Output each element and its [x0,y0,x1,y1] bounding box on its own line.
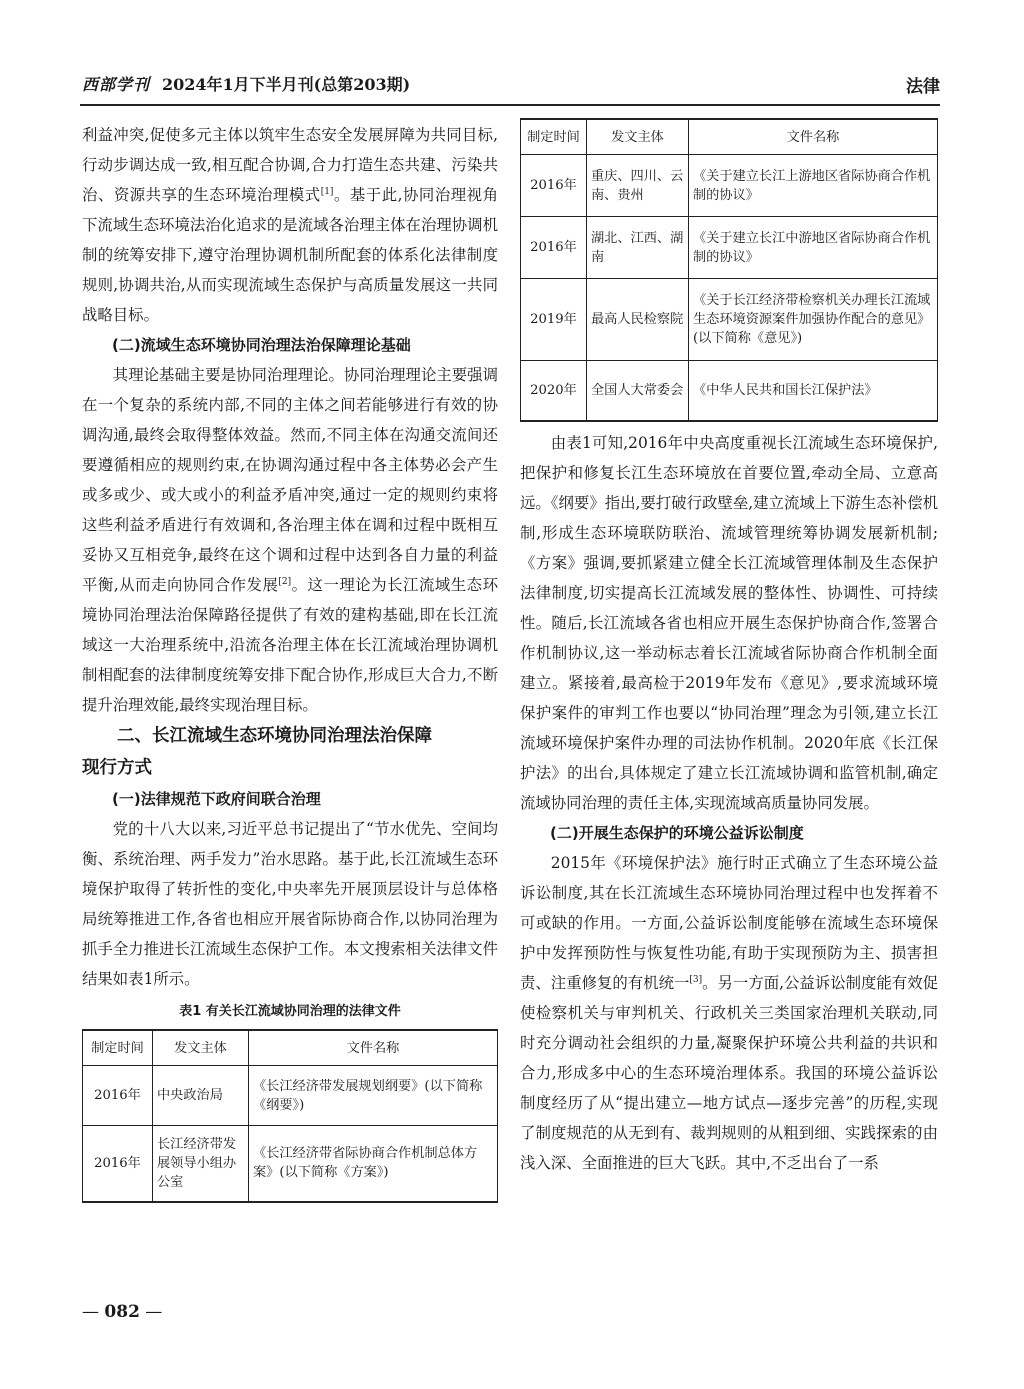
cell-document: 《关于建立长江上游地区省际协商合作机制的协议》 [689,155,938,217]
column-header: 制定时间 [83,1030,153,1066]
table-header-row [83,1030,498,1066]
header-rule [80,104,940,106]
section-label: 法律 [906,77,940,97]
cell-issuer: 湖北、江西、湖南 [587,217,689,279]
table-row [521,155,938,217]
right-column [520,118,938,1178]
table-row [83,1066,498,1126]
page-footer: — 082 — [82,1302,163,1322]
table-caption: 表1 有关长江流域协同治理的法律文件 [179,1004,401,1019]
cell-document: 《长江经济带省际协商合作机制总体方案》(以下简称《方案》) [249,1126,498,1202]
column-header: 制定时间 [521,119,587,155]
paragraph: 由表1可知,2016年中央高度重视长江流域生态环境保护,把保护和修复长江生态环境放在首要位置,牵动全局、立意高远。《纲要》指出,要打破行政壁垒,建立流域上下游生态补偿机制,形成生态环境联防联治、流域管理统筹协调发展新机制;《方案》强调,要抓紧建立健全长江流域管理体制及生态保护法律制度,切实提高长江流域发展的整体性、协调性、可持续性。随后,长江流域各省也相应开展生态保护协商合作,签署合作机制协议,这一举动标志着长江流域省际协商合作机制全面建立。紧接着,最高检于2019年发布《意见》,要求流域环境保护案件的审判工作也要以“协同治理”理念为引领,建立长江流域环境保护案件办理的司法协作机制。2020年底《长江保护法》的出台,具体规定了建立长江流域协调和监管机制,确定流域协同治理的责任主体,实现流域高质量协同发展。 [520,433,938,812]
table-header-row [521,119,938,155]
legal-documents-table-part2 [520,118,938,422]
paragraph: 党的十八大以来,习近平总书记提出了“节水优先、空间均衡、系统治理、两手发力”治水思路。基于此,长江流域生态环境保护取得了转折性的变化,中央率先开展顶层设计与总体格局统筹推进工作,各省也相应开展省际协商合作,以协同治理为抓手全力推进长江流域生态保护工作。本文搜索相关法律文件结果如表1所示。 [82,820,498,988]
cell-document: 《中华人民共和国长江保护法》 [689,361,938,421]
legal-documents-table-part1 [82,1029,498,1203]
paragraph: 2015年《环境保护法》施行时正式确立了生态环境公益诉讼制度,其在长江流域生态环境协同治理过程中也发挥着不可或缺的作用。一方面,公益诉讼制度能够在流域生态环境保护中发挥预防性与恢复性功能,有助于实现预防为主、损害担责、注重修复的有机统一[3]。另一方面,公益诉讼制度能有效促使检察机关与审判机关、行政机关三类国家治理机关联动,同时充分调动社会组织的力量,凝聚保护环境公共利益的共识和合力,形成多中心的生态环境治理体系。我国的环境公益诉讼制度经历了从“提出建立—地方试点—逐步完善”的历程,实现了制度规范的从无到有、裁判规则的从粗到细、实践探索的由浅入深、全面推进的巨大飞跃。其中,不乏出台了一系 [520,853,938,1172]
cell-issuer: 中央政治局 [153,1066,249,1126]
cell-date: 2016年 [521,217,587,279]
subsection-heading: (一)法律规范下政府间联合治理 [112,790,321,808]
citation[interactable]: [2] [278,576,292,587]
journal-logo: 西部学刊 [82,75,151,94]
section-heading: 二、长江流域生态环境协同治理法治保障 [117,726,432,746]
citation[interactable]: [1] [320,186,334,197]
table-row [521,361,938,421]
cell-date: 2016年 [521,155,587,217]
cell-issuer: 全国人大常委会 [587,361,689,421]
cell-date: 2019年 [521,279,587,361]
section-heading-continued: 现行方式 [82,758,152,778]
cell-date: 2020年 [521,361,587,421]
cell-issuer: 重庆、四川、云南、贵州 [587,155,689,217]
column-header: 文件名称 [249,1030,498,1066]
cell-issuer: 长江经济带发展领导小组办公室 [153,1126,249,1202]
cell-issuer: 最高人民检察院 [587,279,689,361]
page-number: 082 [104,1302,140,1322]
running-header [82,72,940,98]
cell-date: 2016年 [83,1126,153,1202]
paragraph: 利益冲突,促使多元主体以筑牢生态安全发展屏障为共同目标,行动步调达成一致,相互配合协调,合力打造生态共建、污染共治、资源共享的生态环境治理模式[1]。基于此,协同治理视角下流域生态环境法治化追求的是流域各治理主体在治理协调机制的统筹安排下,遵守治理协调机制所配套的体系化法律制度规则,协调共治,从而实现流域生态保护与高质量发展这一共同战略目标。 [82,126,498,324]
column-header: 文件名称 [689,119,938,155]
issue-info: 2024年1月下半月刊(总第203期) [162,75,411,94]
cell-date: 2016年 [83,1066,153,1126]
table-row [521,217,938,279]
column-header: 发文主体 [153,1030,249,1066]
subsection-heading: (二)流域生态环境协同治理法治保障理论基础 [112,336,411,354]
cell-document: 《长江经济带发展规划纲要》(以下简称《纲要》) [249,1066,498,1126]
paragraph: 其理论基础主要是协同治理理论。协同治理理论主要强调在一个复杂的系统内部,不同的主体之间若能够进行有效的协调沟通,最终会取得整体效益。然而,不同主体在沟通交流间还要遵循相应的规则约束,在协调沟通过程中各主体势必会产生或多或少、或大或小的利益矛盾冲突,通过一定的规则约束将这些利益矛盾进行有效调和,各治理主体在调和过程中既相互妥协又互相竞争,最终在这个调和过程中达到各自力量的利益平衡,从而走向协同合作发展[2]。这一理论为长江流域生态环境协同治理法治保障路径提供了有效的建构基础,即在长江流域这一大治理系统中,沿流各治理主体在长江流域治理协调机制相配套的法律制度统筹安排下配合协作,形成巨大合力,不断提升治理效能,最终实现治理目标。 [82,366,498,714]
column-header: 发文主体 [587,119,689,155]
table-row [83,1126,498,1202]
table-row [521,279,938,361]
citation[interactable]: [3] [689,974,703,985]
subsection-heading: (二)开展生态保护的环境公益诉讼制度 [550,823,804,842]
cell-document: 《关于长江经济带检察机关办理长江流域生态环境资源案件加强协作配合的意见》(以下简称《意见》) [689,279,938,361]
left-column [82,120,498,1203]
cell-document: 《关于建立长江中游地区省际协商合作机制的协议》 [689,217,938,279]
